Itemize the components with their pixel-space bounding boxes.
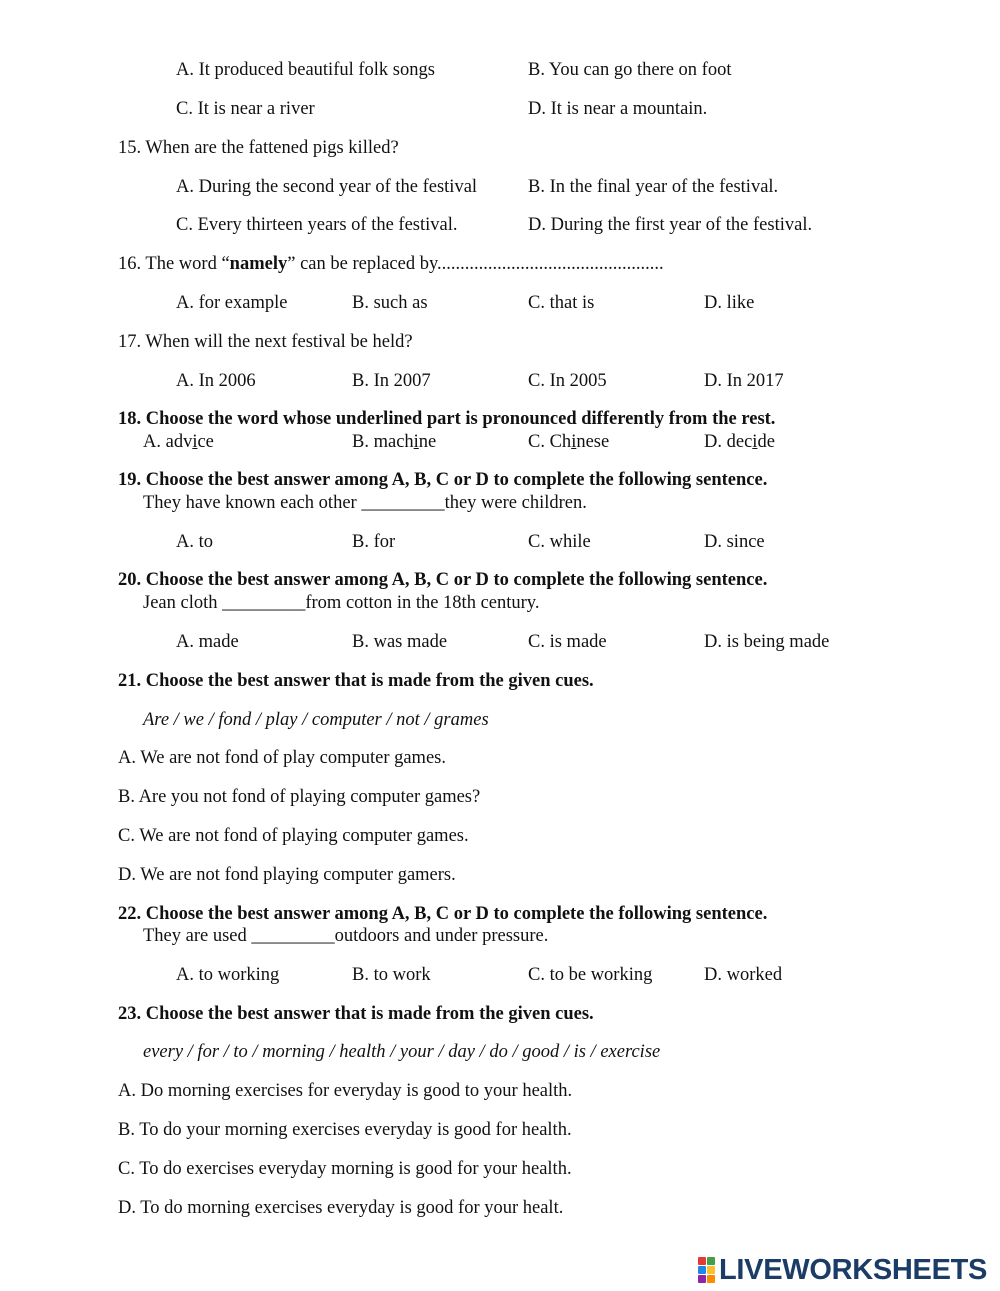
q18-b-underlined: i <box>413 432 419 452</box>
q21-option-c: C. We are not fond of playing computer games. <box>118 826 469 846</box>
q18-option-a <box>143 431 214 453</box>
q16-prefix: 16. The word “ <box>118 254 230 274</box>
q18-a-pre: A. adv <box>143 432 193 452</box>
liveworksheets-logo <box>698 1255 987 1285</box>
q17-option-d: D. In 2017 <box>704 371 784 391</box>
q16-option-b: B. such as <box>352 293 428 313</box>
q18-option-c <box>528 431 609 453</box>
q21-cues: Are / we / fond / play / computer / not / grames <box>143 710 489 730</box>
q18-question: 18. Choose the word whose underlined part is pronounced differently from the rest. <box>118 409 776 429</box>
q19-option-b: B. for <box>352 532 396 552</box>
q21-option-b: B. Are you not fond of playing computer games? <box>118 787 481 807</box>
logo-block <box>698 1257 706 1265</box>
q17-option-c: C. In 2005 <box>528 371 607 391</box>
q23-question: 23. Choose the best answer that is made from the given cues. <box>118 1004 594 1024</box>
q18-a-post: ce <box>197 432 214 452</box>
q21-option-d: D. We are not fond playing computer gamers. <box>118 865 456 885</box>
q15-option-a: A. During the second year of the festival <box>176 177 478 197</box>
q20-option-c: C. is made <box>528 632 607 652</box>
q22-option-c: C. to be working <box>528 965 653 985</box>
q14-option-b: B. You can go there on foot <box>528 60 732 80</box>
q22-sentence: They are used _________outdoors and under pressure. <box>143 926 549 946</box>
q18-b-pre: B. mach <box>352 432 414 452</box>
q21-option-a: A. We are not fond of play computer games. <box>118 748 446 768</box>
q19-option-a: A. to <box>176 532 213 552</box>
q21-question: 21. Choose the best answer that is made from the given cues. <box>118 671 594 691</box>
q15-question: 15. When are the fattened pigs killed? <box>118 138 399 158</box>
q19-sentence: They have known each other _________they were children. <box>143 493 587 513</box>
q18-option-b <box>352 431 436 453</box>
q15-option-b: B. In the final year of the festival. <box>528 177 779 197</box>
logo-blocks-icon <box>698 1257 715 1283</box>
q19-question: 19. Choose the best answer among A, B, C or D to complete the following sentence. <box>118 470 768 490</box>
q19-option-c: C. while <box>528 532 591 552</box>
q20-option-d: D. is being made <box>704 632 830 652</box>
q20-option-a: A. made <box>176 632 239 652</box>
q22-question: 22. Choose the best answer among A, B, C or D to complete the following sentence. <box>118 904 768 924</box>
q16-option-a: A. for example <box>176 293 288 313</box>
logo-block <box>707 1275 715 1283</box>
q18-d-pre: D. dec <box>704 432 753 452</box>
q18-d-post: de <box>757 432 775 452</box>
q15-option-c: C. Every thirteen years of the festival. <box>176 215 458 235</box>
q20-option-b: B. was made <box>352 632 448 652</box>
q16-option-c: C. that is <box>528 293 595 313</box>
q19-option-d: D. since <box>704 532 765 552</box>
logo-block <box>698 1275 706 1283</box>
q23-option-a: A. Do morning exercises for everyday is good to your health. <box>118 1081 573 1101</box>
q22-option-a: A. to working <box>176 965 280 985</box>
q18-c-underlined: i <box>571 432 577 452</box>
q22-option-b: B. to work <box>352 965 431 985</box>
q23-option-b: B. To do your morning exercises everyday is good for health. <box>118 1120 572 1140</box>
q17-option-a: A. In 2006 <box>176 371 256 391</box>
q20-sentence: Jean cloth _________from cotton in the 18th century. <box>143 593 540 613</box>
q23-cues: every / for / to / morning / health / your / day / do / good / is / exercise <box>143 1042 661 1062</box>
q18-b-post: ne <box>418 432 437 452</box>
q23-option-c: C. To do exercises everyday morning is good for your health. <box>118 1159 572 1179</box>
q14-option-d: D. It is near a mountain. <box>528 99 708 119</box>
logo-text: LIVEWORKSHEETS <box>719 1254 988 1286</box>
q23-option-d: D. To do morning exercises everyday is good for your healt. <box>118 1198 564 1218</box>
q22-option-d: D. worked <box>704 965 783 985</box>
q18-option-d <box>704 431 775 453</box>
q18-c-post: nese <box>576 432 610 452</box>
q16-question <box>118 253 664 275</box>
q17-question: 17. When will the next festival be held? <box>118 332 413 352</box>
q14-option-a: A. It produced beautiful folk songs <box>176 60 435 80</box>
q18-d-underlined: i <box>752 432 758 452</box>
q17-option-b: B. In 2007 <box>352 371 431 391</box>
q16-suffix: ” can be replaced by................................................. <box>287 254 664 274</box>
q18-c-pre: C. Ch <box>528 432 572 452</box>
logo-block <box>707 1257 715 1265</box>
q15-option-d: D. During the first year of the festival. <box>528 215 813 235</box>
q14-option-c: C. It is near a river <box>176 99 315 119</box>
q16-keyword: namely <box>229 254 288 274</box>
q16-option-d: D. like <box>704 293 755 313</box>
logo-block <box>698 1266 706 1274</box>
q20-question: 20. Choose the best answer among A, B, C or D to complete the following sentence. <box>118 570 768 590</box>
q18-a-underlined: i <box>192 432 198 452</box>
logo-block <box>707 1266 715 1274</box>
